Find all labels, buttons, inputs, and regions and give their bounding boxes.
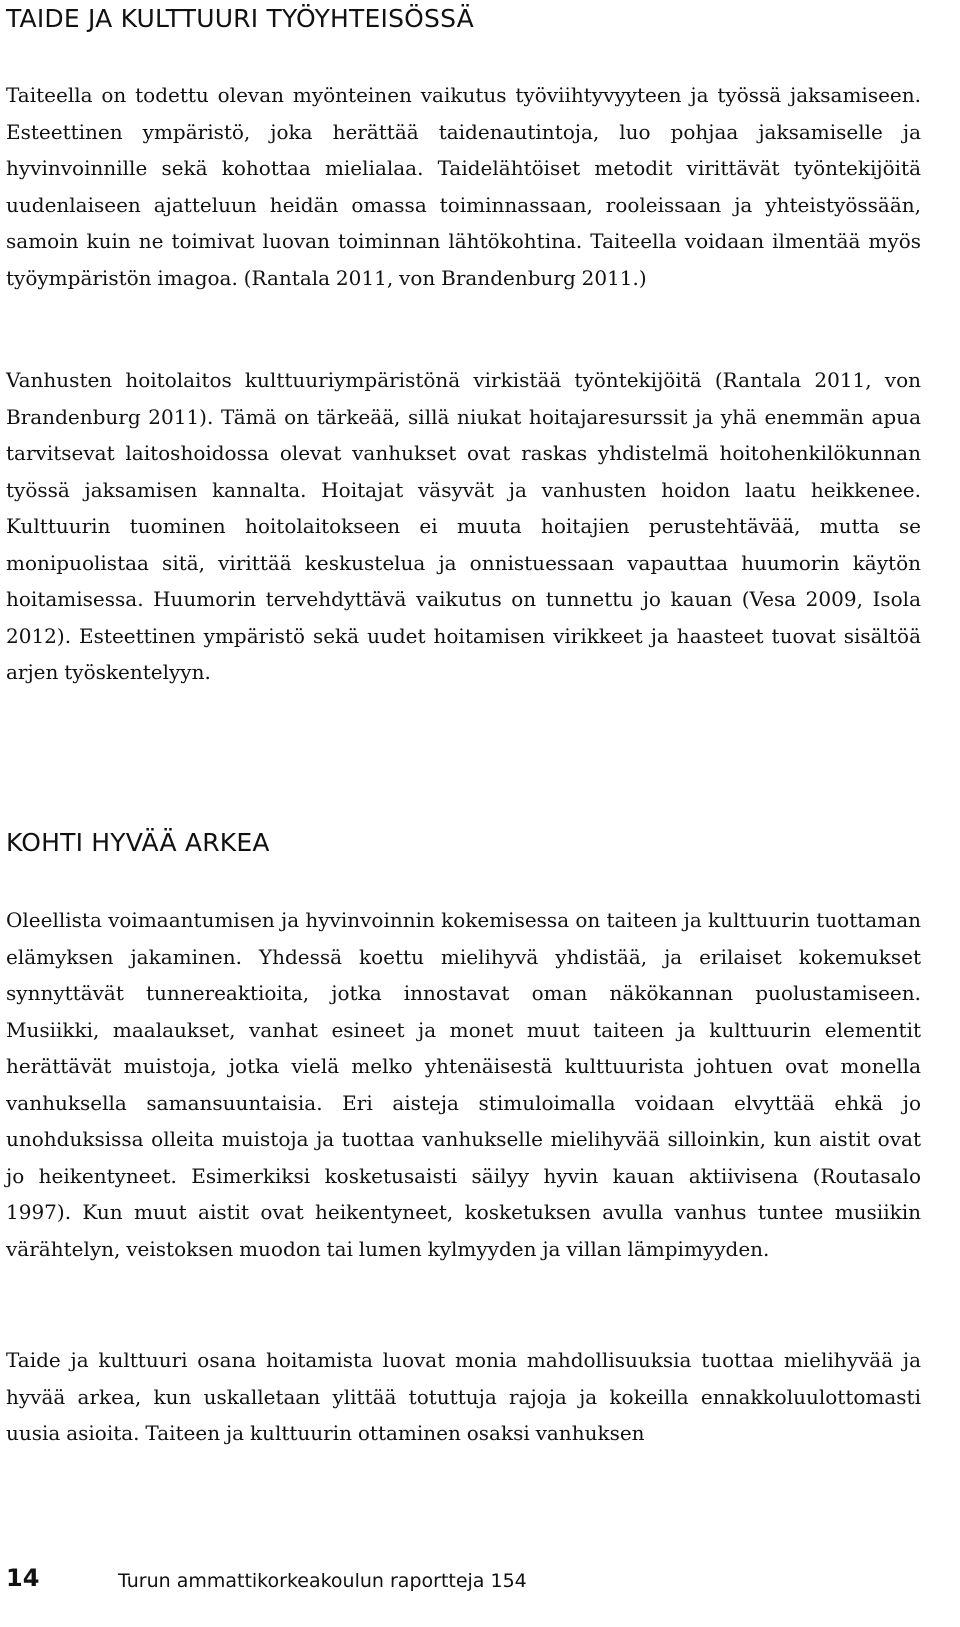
paragraph: Taide ja kulttuuri osana hoitamista luovat monia mahdollisuuksia tuottaa mielihyvää ja hyvää arkea, kun uskalletaan ylittää totuttuja rajoja ja kokeilla ennakkoluulottomasti uusia asioita. Taiteen ja kulttuurin ottaminen osaksi vanhuksen xyxy=(6,1348,921,1445)
paragraph: Vanhusten hoitolaitos kulttuuriympäristönä virkistää työntekijöitä (Rantala 2011, von Brandenburg 2011). Tämä on tärkeää, sillä niukat hoitajaresurssit ja yhä enemmän apua tarvitsevat laitoshoidossa olevat vanhukset ovat raskas yhdistelmä hoitohenkilökunnan työssä jaksamisen kannalta. Hoitajat väsyvät ja vanhusten hoidon laatu heikkenee. Kulttuurin tuominen hoitolaitokseen ei muuta hoitajien perustehtävää, mutta se monipuolistaa sitä, virittää keskustelua ja onnistuessaan vapauttaa huumorin käytön hoitamisessa. Huumorin tervehdyttävä vaikutus on tunnettu jo kauan (Vesa 2009, Isola 2012). Esteettinen ympäristö sekä uudet hoitamisen virikkeet ja haasteet tuovat sisältöä arjen työskentelyyn. xyxy=(6,368,921,684)
paragraph: Taiteella on todettu olevan myönteinen vaikutus työviihtyvyyteen ja työssä jaksamiseen. Esteettinen ympäristö, joka herättää taidenautintoja, luo pohjaa jaksamiselle ja hyvinvoinnille sekä kohottaa mielialaa. Taidelähtöiset metodit virittävät työntekijöitä uudenlaiseen ajatteluun heidän omassa toiminnassaan, rooleissaan ja yhteistyössään, samoin kuin ne toimivat luovan toiminnan lähtökohtina. Taiteella voidaan ilmentää myös työympäristön imagoa. (Rantala 2011, von Brandenburg 2011.) xyxy=(6,83,921,290)
page-number: 14 xyxy=(6,1564,40,1592)
section-heading-towards-good-everyday-life: KOHTI HYVÄÄ ARKEA xyxy=(6,828,270,857)
page-footer xyxy=(6,1562,921,1602)
section-heading-art-and-culture-at-work: TAIDE JA KULTTUURI TYÖYHTEISÖSSÄ xyxy=(6,4,474,33)
publication-series: Turun ammattikorkeakoulun raportteja 154 xyxy=(118,1570,527,1592)
paragraph: Oleellista voimaantumisen ja hyvinvoinnin kokemisessa on taiteen ja kulttuurin tuottaman elämyksen jakaminen. Yhdessä koettu mielihyvä yhdistää, ja erilaiset kokemukset synnyttävät tunnereaktioita, jotka innostavat oman näkökannan puolustamiseen. Musiikki, maalaukset, vanhat esineet ja monet muut taiteen ja kulttuurin elementit herättävät muistoja, jotka vielä melko yhtenäisestä kulttuurista johtuen ovat monella vanhuksella samansuuntaisia. Eri aisteja stimuloimalla voidaan elvyttää ehkä jo unohduksissa olleita muistoja ja tuottaa vanhukselle mielihyvää silloinkin, kun aistit ovat jo heikentyneet. Esimerkiksi kosketusaisti säilyy hyvin kauan aktiivisena (Routasalo 1997). Kun muut aistit ovat heikentyneet, kosketuksen avulla vanhus tuntee musiikin värähtelyn, veistoksen muodon tai lumen kylmyyden ja villan lämpimyyden. xyxy=(6,908,921,1261)
